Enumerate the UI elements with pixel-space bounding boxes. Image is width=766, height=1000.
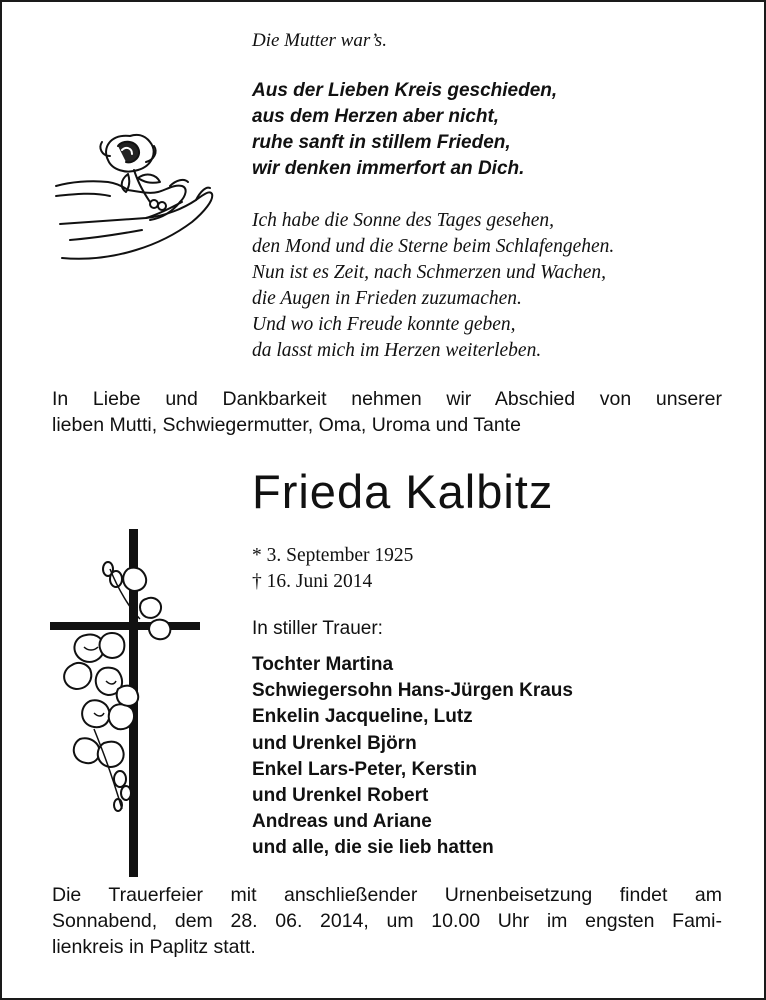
dedication-line: In Liebe und Dankbarkeit nehmen wir Abschied von unserer [52,388,722,410]
mourner-entry: und alle, die sie lieb hatten [252,837,494,859]
poem-bold-line: wir denken immerfort an Dich. [252,158,525,179]
dedication-text [52,386,722,438]
poem-italic-line: da lasst mich im Herzen weiterleben. [252,340,542,361]
mourner-entry: Enkelin Jacqueline, Lutz [252,706,473,728]
poem-italic [252,208,614,364]
funeral-line: Sonnabend, dem 28. 06. 2014, um 10.00 Uhr im engsten Fami- [52,910,722,932]
mourner-entry: Tochter Martina [252,654,394,675]
mourner-entry: und Urenkel Björn [252,732,417,754]
life-dates [252,543,413,595]
hands-rose-icon [50,126,220,266]
funeral-notice [52,882,722,960]
poem-bold [252,78,557,182]
poem-italic-line: den Mond und die Sterne beim Schlafengehen. [252,236,615,257]
poem-italic-line: Nun ist es Zeit, nach Schmerzen und Wachen, [252,262,607,283]
mourner-entry: und Urenkel Robert [252,785,429,807]
deceased-name: Frieda Kalbitz [252,465,554,518]
intro-line: Die Mutter war’s. [252,30,387,51]
death-date: † 16. Juni 2014 [252,571,373,592]
poem-italic-line: Und wo ich Freude konnte geben, [252,314,516,335]
cross-orchid-icon [50,529,200,877]
funeral-line: lienkreis in Paplitz statt. [52,936,256,958]
poem-bold-line: aus dem Herzen aber nicht, [252,106,500,127]
poem-italic-line: die Augen in Frieden zuzumachen. [252,288,522,309]
dedication-line: lieben Mutti, Schwiegermutter, Oma, Uroma und Tante [52,414,521,436]
poem-bold-line: Aus der Lieben Kreis geschieden, [252,80,558,101]
mourners-list [252,652,573,862]
mourner-entry: Andreas und Ariane [252,811,432,833]
poem-italic-line: Ich habe die Sonne des Tages gesehen, [252,210,555,231]
funeral-line: Die Trauerfeier mit anschließender Urnenbeisetzung findet am [52,884,722,906]
mourner-entry: Schwiegersohn Hans-Jürgen Kraus [252,680,573,702]
poem-bold-line: ruhe sanft in stillem Frieden, [252,132,511,153]
mourning-label: In stiller Trauer: [252,618,383,639]
mourner-entry: Enkel Lars-Peter, Kerstin [252,758,477,780]
birth-date: * 3. September 1925 [252,545,414,566]
